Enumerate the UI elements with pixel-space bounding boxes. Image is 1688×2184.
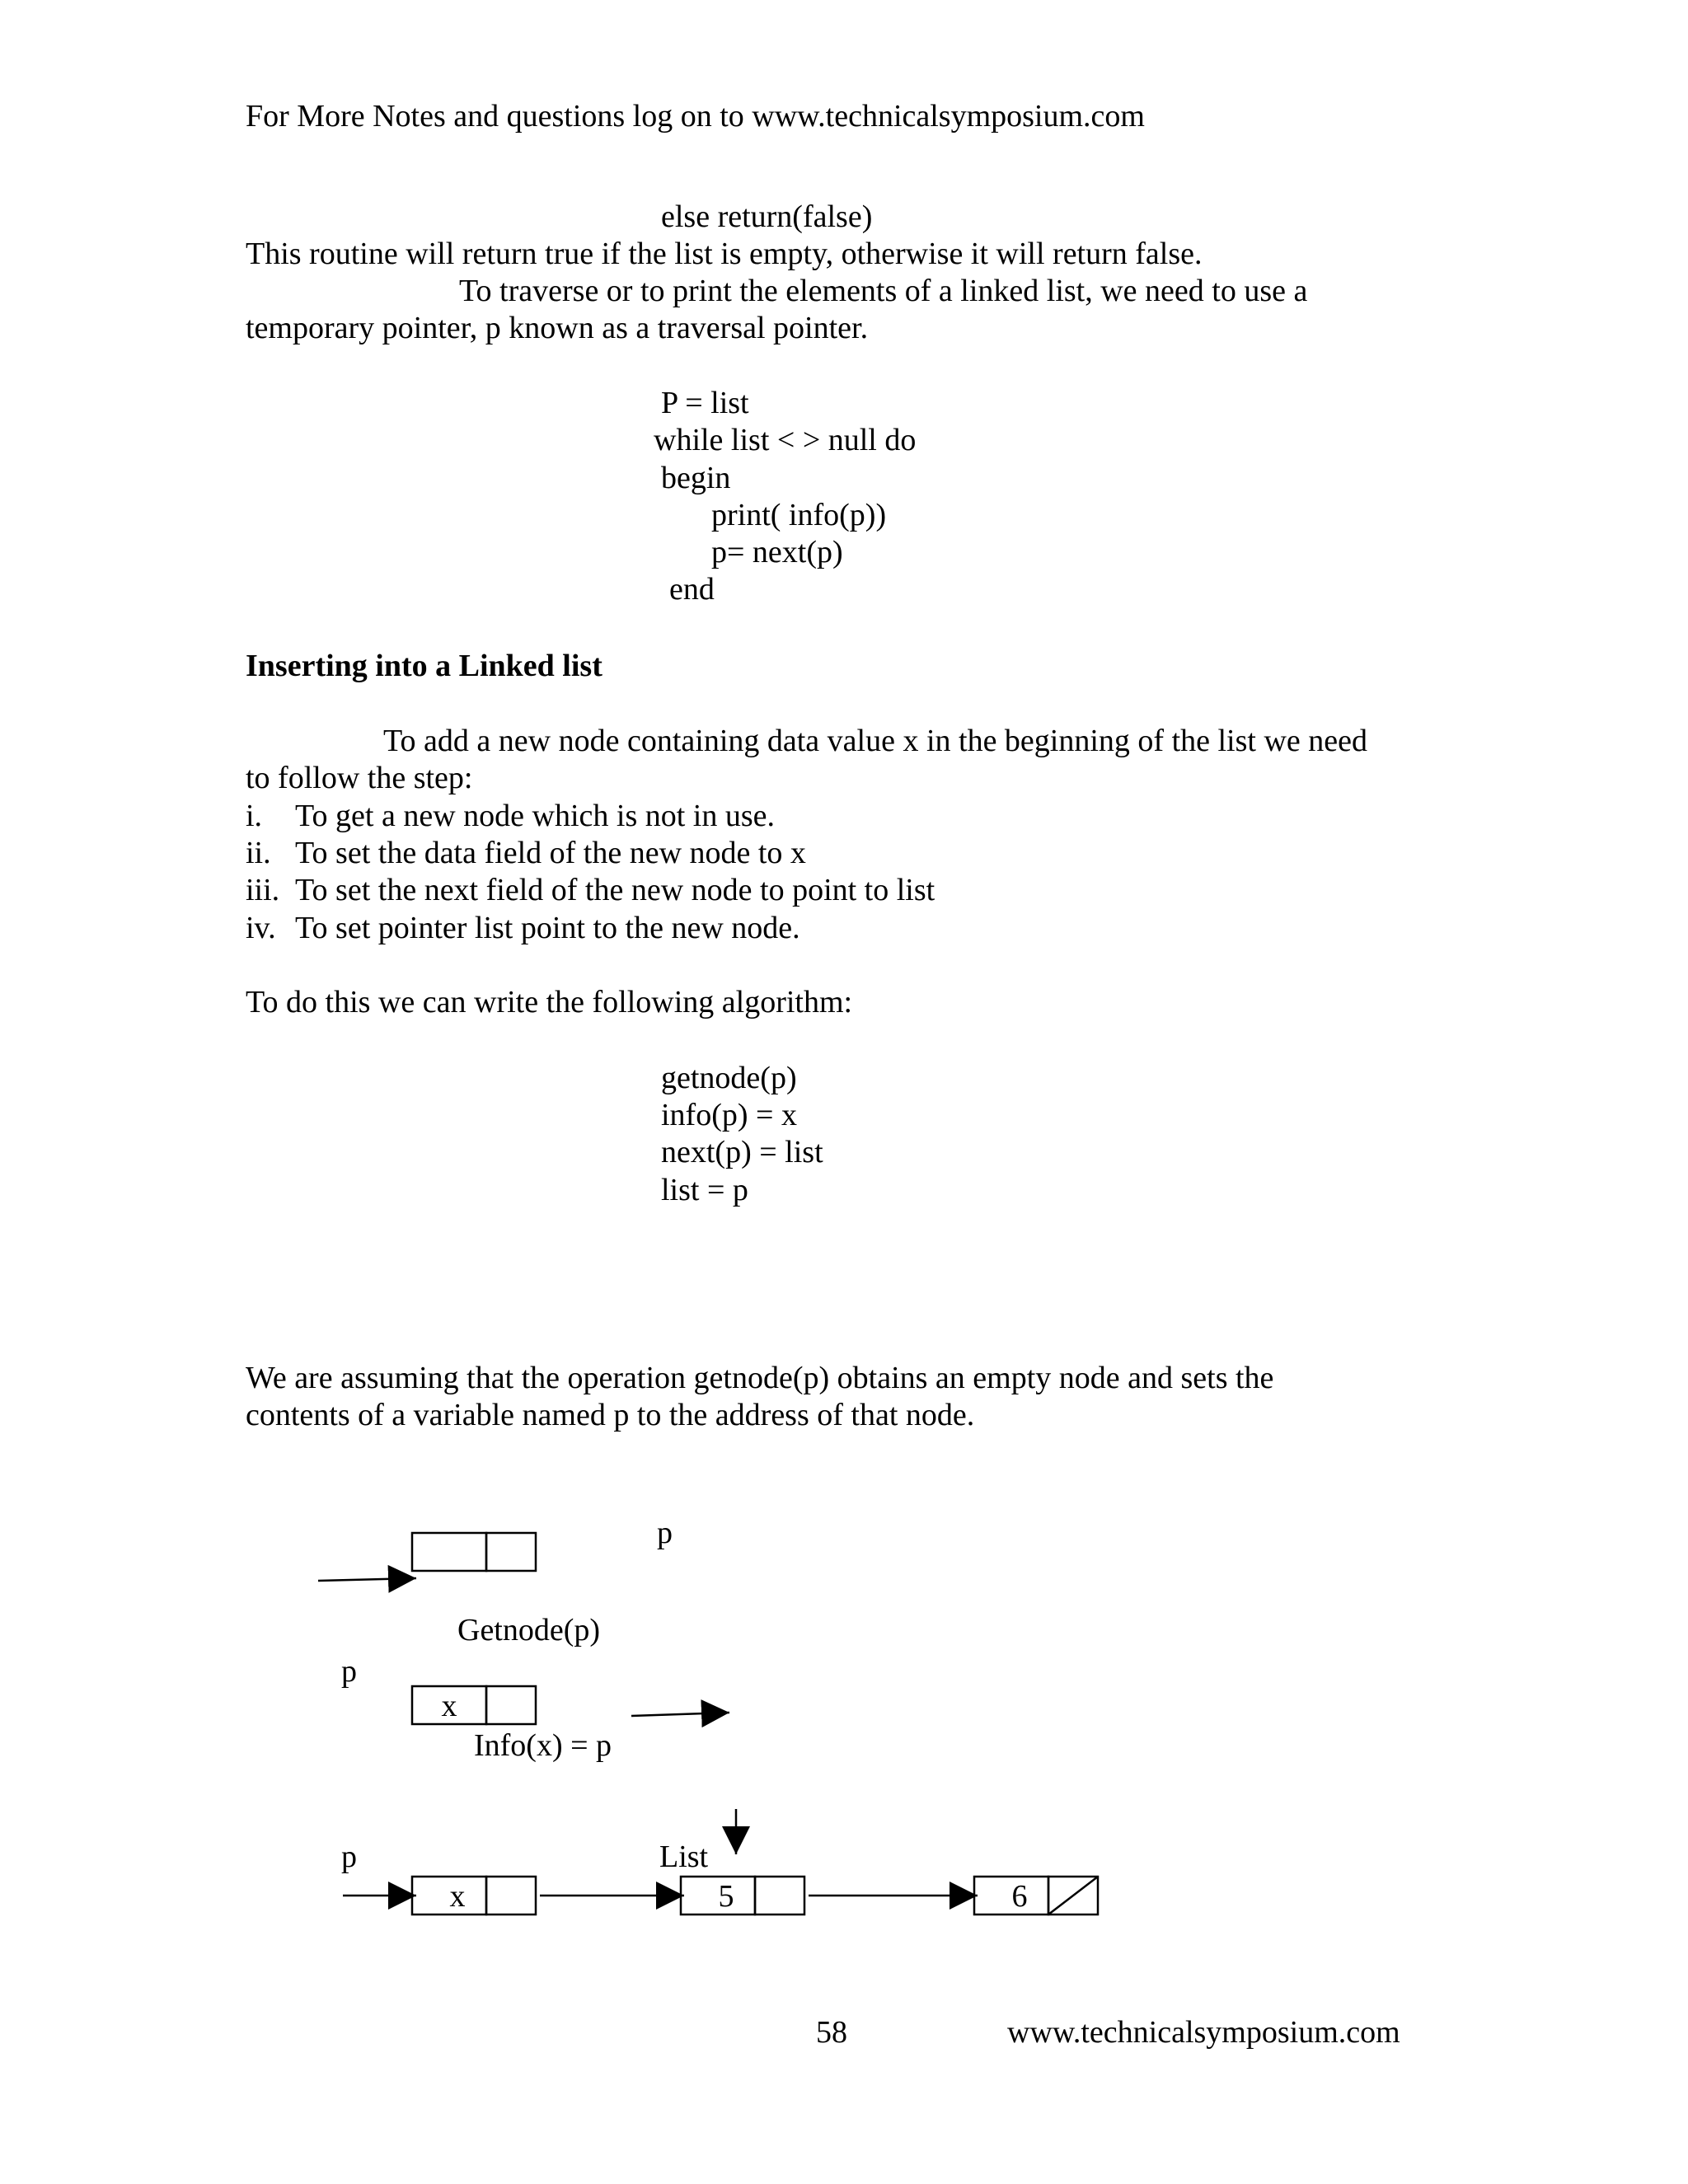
insert-intro-line2: to follow the step: bbox=[246, 761, 473, 795]
algorithm-intro: To do this we can write the following algorithm: bbox=[246, 985, 853, 1019]
pointer-label-p: p bbox=[657, 1516, 673, 1550]
paragraph-traverse-line1: To traverse or to print the elements of a linked list, we need to use a bbox=[459, 274, 1308, 308]
list-label: List bbox=[659, 1840, 709, 1874]
page-number: 58 bbox=[816, 2015, 847, 2050]
footer-site: www.technicalsymposium.com bbox=[1007, 2015, 1400, 2050]
algorithm-code-line: list = p bbox=[661, 1173, 748, 1207]
assumption-line2: contents of a variable named p to the address of that node. bbox=[246, 1398, 975, 1432]
step-text: To set the data field of the new node to x bbox=[295, 836, 806, 870]
step-text: To set the next field of the new node to point to list bbox=[295, 873, 935, 907]
step-number: i. bbox=[246, 799, 263, 833]
node-value: x bbox=[441, 1689, 457, 1723]
section-heading: Inserting into a Linked list bbox=[246, 649, 603, 683]
node-value: x bbox=[449, 1879, 466, 1914]
insert-intro-line1: To add a new node containing data value x in the beginning of the list we need bbox=[383, 724, 1367, 758]
traverse-code-line: begin bbox=[661, 461, 731, 495]
traverse-code-line: P = list bbox=[661, 386, 749, 420]
node-value: 5 bbox=[718, 1879, 734, 1914]
step-number: iv. bbox=[246, 911, 276, 945]
caption-getnode: Getnode(p) bbox=[457, 1613, 601, 1647]
node-next-field bbox=[486, 1877, 536, 1915]
algorithm-code-line: next(p) = list bbox=[661, 1135, 823, 1169]
algorithm-code-line: info(p) = x bbox=[661, 1098, 797, 1132]
algorithm-code-line: getnode(p) bbox=[661, 1061, 797, 1095]
node-next-field bbox=[755, 1877, 804, 1915]
caption-info: Info(x) = p bbox=[474, 1728, 612, 1763]
null-pointer-slash bbox=[1048, 1877, 1098, 1915]
paragraph-traverse-line2: temporary pointer, p known as a traversal pointer. bbox=[246, 311, 869, 345]
pointer-label-p: p bbox=[341, 1654, 357, 1689]
step-text: To set pointer list point to the new node. bbox=[295, 911, 800, 945]
node-value: 6 bbox=[1011, 1879, 1028, 1914]
paragraph-empty-check: This routine will return true if the list is empty, otherwise it will return false. bbox=[246, 237, 1203, 271]
node-next-field bbox=[486, 1686, 536, 1724]
traverse-code-line: print( info(p)) bbox=[711, 498, 887, 532]
step-number: iii. bbox=[246, 873, 280, 907]
code-else-line: else return(false) bbox=[661, 199, 873, 234]
pointer-arrow bbox=[318, 1578, 416, 1581]
page-header: For More Notes and questions log on to www.technicalsymposium.com bbox=[246, 99, 1145, 134]
traverse-code-line: end bbox=[669, 572, 715, 607]
step-number: ii. bbox=[246, 836, 271, 870]
pointer-arrow bbox=[631, 1713, 729, 1716]
node-next-field bbox=[486, 1533, 536, 1571]
node-data-field bbox=[412, 1533, 486, 1571]
assumption-line1: We are assuming that the operation getnode(p) obtains an empty node and sets the bbox=[246, 1361, 1274, 1395]
traverse-code-line: p= next(p) bbox=[711, 535, 843, 569]
step-text: To get a new node which is not in use. bbox=[295, 799, 776, 833]
traverse-code-line: while list < > null do bbox=[654, 423, 917, 457]
pointer-label-p: p bbox=[341, 1840, 357, 1874]
